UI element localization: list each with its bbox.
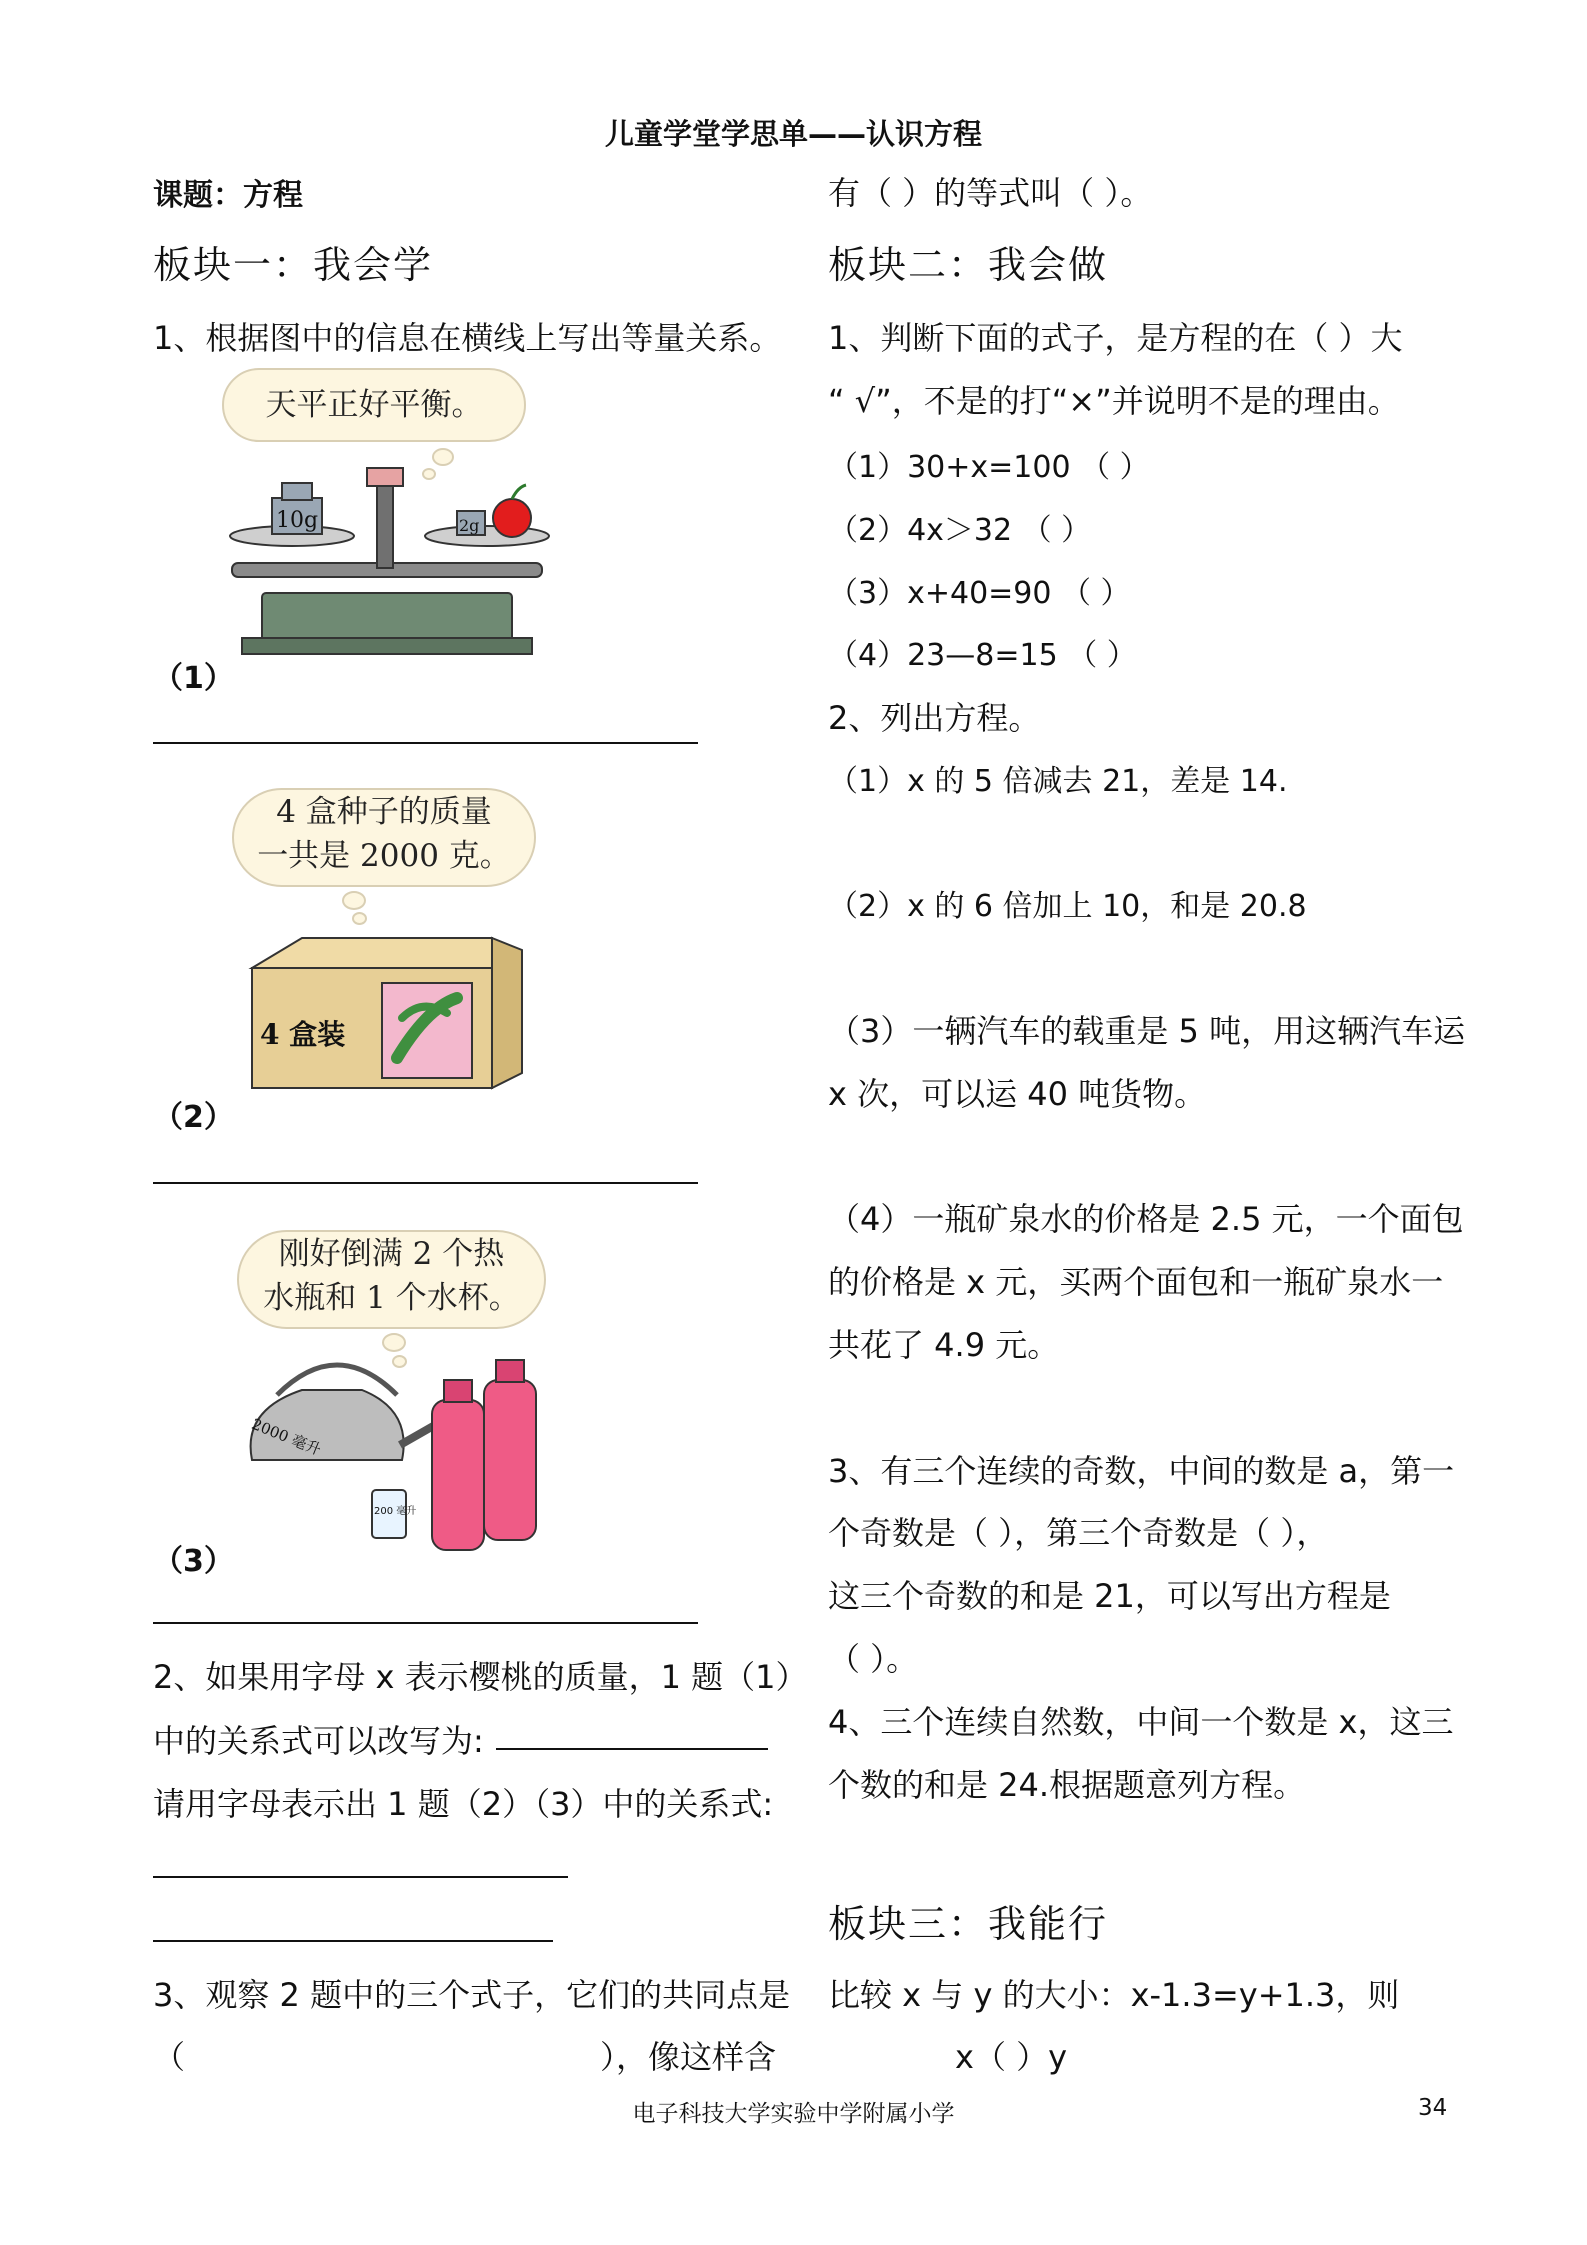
judge-item-2: （2）4x＞32 （ ） (828, 513, 1092, 548)
scale-icon (222, 368, 552, 678)
answer-line[interactable] (153, 1940, 553, 1942)
cup-label: 200 毫升 (374, 1506, 417, 1517)
left-q2-line2: 中的关系式可以改写为: (153, 1722, 484, 1760)
box-icon (222, 788, 552, 1108)
right-q2-item4-line1: （4）一瓶矿泉水的价格是 2.5 元，一个面包 (828, 1200, 1464, 1238)
lesson-label: 课题：方程 (153, 178, 303, 213)
right-q2-item4-line2: 的价格是 x 元，买两个面包和一瓶矿泉水一 (828, 1263, 1444, 1301)
left-q3-line1: 3、观察 2 题中的三个式子，它们的共同点是 (153, 1976, 791, 2014)
right-q2-item1: （1）x 的 5 倍减去 21，差是 14. (828, 764, 1288, 799)
answer-line[interactable] (153, 1876, 568, 1878)
section3-line1: 比较 x 与 y 的大小：x-1.3=y+1.3，则 (828, 1976, 1400, 2014)
weight-10g-label: 10g (276, 508, 319, 533)
weight-2g-label: 2g (459, 516, 480, 535)
right-q2-heading: 2、列出方程。 (828, 699, 1041, 737)
pic3-label: （3） (153, 1544, 234, 1579)
bubble-line: 4 盒种子的质量 (276, 794, 492, 830)
answer-line[interactable] (153, 742, 698, 744)
pic2-label: （2） (153, 1100, 234, 1135)
box-label: 4 盒装 (260, 1018, 346, 1051)
footer-school: 电子科技大学实验中学附属小学 (632, 2101, 955, 2127)
kettle-flask-illustration (222, 1230, 582, 1560)
page-number: 34 (1418, 2095, 1448, 2121)
section3-heading: 板块三：我能行 (828, 1902, 1109, 1946)
section2-heading: 板块二：我会做 (828, 243, 1109, 287)
left-q2-line3: 请用字母表示出 1 题（2）（3）中的关系式: (153, 1785, 774, 1823)
right-q2-item3-line2: x 次，可以运 40 吨货物。 (828, 1075, 1207, 1113)
bubble-line: 一共是 2000 克。 (257, 838, 511, 874)
bubble-line: 水瓶和 1 个水杯。 (263, 1280, 520, 1316)
section1-heading: 板块一：我会学 (153, 243, 434, 287)
right-q4-line1: 4、三个连续自然数，中间一个数是 x，这三 (828, 1703, 1454, 1741)
answer-line[interactable] (153, 1182, 698, 1184)
left-q2-line1: 2、如果用字母 x 表示樱桃的质量，1 题（1） (153, 1658, 808, 1696)
right-q1-line2: “ √”，不是的打“×”并说明不是的理由。 (828, 382, 1400, 420)
right-q2-item4-line3: 共花了 4.9 元。 (828, 1326, 1060, 1364)
judge-item-4: （4）23—8=15 （ ） (828, 638, 1137, 673)
left-q1-text: 1、根据图中的信息在横线上写出等量关系。 (153, 319, 782, 357)
pic1-label: （1） (153, 661, 234, 696)
seed-box-illustration (222, 788, 552, 1108)
balance-scale-illustration (222, 368, 552, 678)
right-q3-line3: 这三个奇数的和是 21，可以写出方程是 (828, 1577, 1391, 1615)
right-continuation: 有（ ）的等式叫（ ）。 (828, 174, 1153, 212)
right-q1-line1: 1、判断下面的式子，是方程的在（ ）大 (828, 319, 1403, 357)
right-q3-line1: 3、有三个连续的奇数，中间的数是 a，第一 (828, 1452, 1455, 1490)
answer-line[interactable] (496, 1748, 768, 1750)
left-q3-open-paren: （ (153, 2038, 186, 2076)
section3-line2: x（ ）y (955, 2038, 1068, 2076)
right-q4-line2: 个数的和是 24.根据题意列方程。 (828, 1766, 1306, 1804)
speech-bubble: 天平正好平衡。 (222, 368, 526, 442)
right-q3-line2: 个奇数是（ ），第三个奇数是（ ）， (828, 1514, 1329, 1552)
judge-item-3: （3）x+40=90 （ ） (828, 576, 1131, 611)
right-q2-item3-line1: （3）一辆汽车的载重是 5 吨，用这辆汽车运 (828, 1012, 1466, 1050)
bubble-line: 刚好倒满 2 个热 (278, 1236, 505, 1272)
answer-line[interactable] (153, 1622, 698, 1624)
left-q3-line2: ），像这样含 (600, 2038, 777, 2076)
right-q3-line4: （ ）。 (828, 1640, 919, 1678)
judge-item-1: （1）30+x=100 （ ） (828, 450, 1150, 485)
kettle-label: 2000 毫升 (249, 1414, 324, 1459)
right-q2-item2: （2）x 的 6 倍加上 10，和是 20.8 (828, 889, 1307, 924)
document-title: 儿童学堂学思单——认识方程 (604, 117, 982, 151)
